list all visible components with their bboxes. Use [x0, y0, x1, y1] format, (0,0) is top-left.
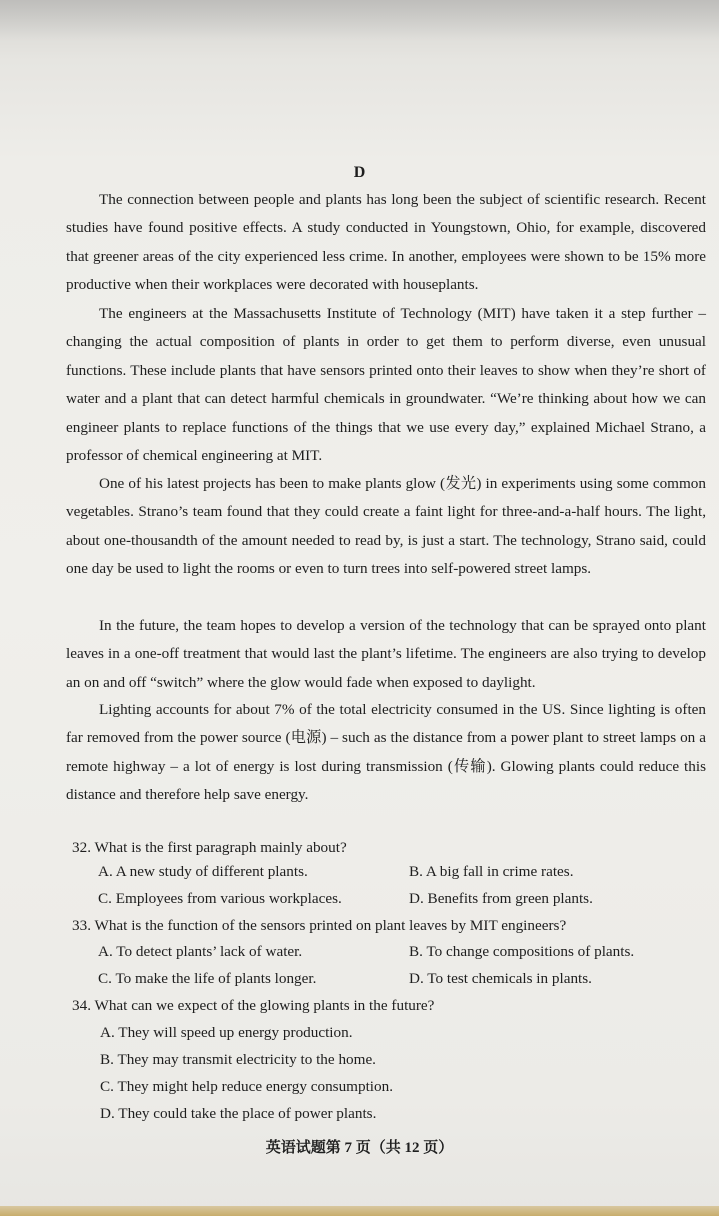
question-32-option-b: B. A big fall in crime rates.	[409, 863, 574, 880]
passage-paragraph-3: One of his latest projects has been to make plants glow (发光) in experiments using some common vegetables. Strano’s team found that they could create a faint light for three-and-a-half hours. The light, about one-thousandth of the amount needed to read by, is just a start. The technology, Strano said, could one day be used to light the rooms or even to turn trees into self-powered street lamps.	[66, 475, 706, 578]
question-32-option-d: D. Benefits from green plants.	[409, 890, 593, 907]
question-33-option-a: A. To detect plants’ lack of water.	[98, 943, 303, 960]
passage-paragraph-4: In the future, the team hopes to develop a version of the technology that can be sprayed onto plant leaves in a one-off treatment that would last the plant’s lifetime. The engineers are also trying to develop an on and off “switch” where the glow would fade when exposed to daylight.	[66, 617, 706, 691]
passage-paragraph-5: Lighting accounts for about 7% of the total electricity consumed in the US. Since lighting is often far removed from the power source (电源) – such as the distance from a power plant to street lamps on a remote highway – a lot of energy is lost during transmission (传输). Glowing plants could reduce this distance and therefore help save energy.	[66, 701, 706, 804]
question-33-option-c: C. To make the life of plants longer.	[98, 970, 317, 987]
passage-paragraph-2: The engineers at the Massachusetts Institute of Technology (MIT) have taken it a step further – changing the actual composition of plants in order to get them to perform diverse, even unusual functions. These include plants that have sensors printed onto their leaves to show when they’re short of water and a plant that can detect harmful chemicals in groundwater. “We’re thinking about how we can engineer plants to replace functions of the things that we use every day,” explained Michael Strano, a professor of chemical engineering at MIT.	[66, 305, 706, 465]
desk-edge	[0, 1206, 719, 1216]
section-heading: D	[353, 164, 366, 181]
question-33-option-b: B. To change compositions of plants.	[409, 943, 635, 960]
page-footer: 英语试题第 7 页（共 12 页）	[265, 1140, 454, 1156]
question-32-option-c: C. Employees from various workplaces.	[98, 890, 342, 907]
question-34-option-c: C. They might help reduce energy consumption.	[100, 1078, 394, 1095]
question-34-stem: 34. What can we expect of the glowing plants in the future?	[72, 997, 435, 1014]
question-34-option-d: D. They could take the place of power plants.	[100, 1105, 377, 1122]
question-32-option-a: A. A new study of different plants.	[98, 863, 308, 880]
question-32-stem: 32. What is the first paragraph mainly about?	[72, 839, 347, 856]
question-34-option-b: B. They may transmit electricity to the home.	[100, 1051, 376, 1068]
question-34-option-a: A. They will speed up energy production.	[100, 1024, 353, 1041]
passage-paragraph-1: The connection between people and plants has long been the subject of scientific research. Recent studies have found positive effects. A study conducted in Youngstown, Ohio, for example, discovered that greener areas of the city experienced less crime. In another, employees were shown to be 15% more productive when their workplaces were decorated with houseplants.	[66, 191, 706, 294]
question-33-stem: 33. What is the function of the sensors printed on plant leaves by MIT engineers?	[72, 917, 567, 934]
question-33-option-d: D. To test chemicals in plants.	[409, 970, 592, 987]
page-shadow	[0, 0, 719, 40]
